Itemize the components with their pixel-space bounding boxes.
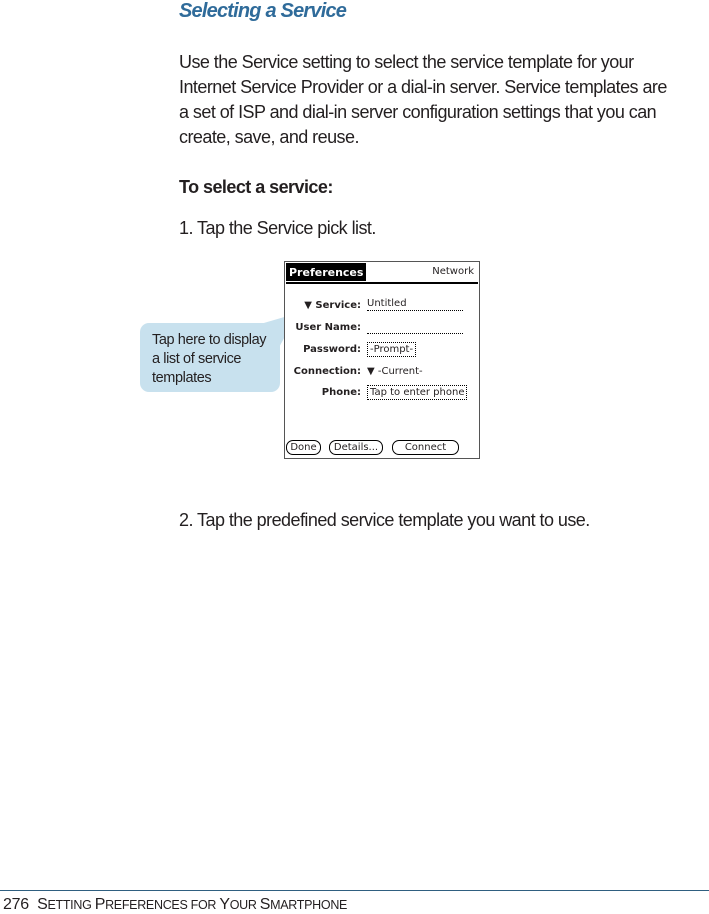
done-button[interactable]: Done bbox=[286, 440, 321, 455]
username-label: User Name: bbox=[295, 322, 361, 333]
intro-line: create, save, and reuse. bbox=[179, 127, 359, 147]
dropdown-arrow-icon: ▼ bbox=[304, 300, 316, 311]
app-title: Preferences bbox=[286, 263, 366, 281]
intro-line: a set of ISP and dial-in server configuration settings that you can bbox=[179, 102, 657, 122]
panel-name[interactable]: Network bbox=[432, 266, 474, 277]
callout-text: Tap here to display a list of service templates bbox=[152, 332, 267, 386]
step-1: 1. Tap the Service pick list. bbox=[179, 218, 376, 238]
connect-button[interactable]: Connect bbox=[392, 440, 459, 455]
connection-label: Connection: bbox=[293, 366, 361, 377]
connection-picker[interactable]: ▼ -Current- bbox=[367, 366, 423, 377]
page-number: 276 bbox=[3, 896, 29, 913]
service-value[interactable]: Untitled bbox=[367, 298, 463, 311]
details-button[interactable]: Details... bbox=[329, 440, 383, 455]
device-screenshot bbox=[284, 261, 480, 459]
dropdown-arrow-icon: ▼ bbox=[367, 366, 378, 377]
username-field[interactable] bbox=[367, 321, 463, 334]
section-heading: Selecting a Service bbox=[179, 0, 347, 22]
phone-label: Phone: bbox=[321, 387, 361, 398]
chapter-title: SETTING PREFERENCES FOR YOUR SMARTPHONE bbox=[37, 896, 348, 913]
intro-line: Internet Service Provider or a dial-in server. Service templates are bbox=[179, 77, 667, 97]
intro-line: Use the Service setting to select the service template for your bbox=[179, 52, 634, 72]
procedure-heading: To select a service: bbox=[179, 177, 333, 197]
password-field[interactable]: -Prompt- bbox=[367, 342, 416, 357]
service-label[interactable]: ▼ Service: bbox=[304, 300, 361, 311]
phone-field[interactable]: Tap to enter phone bbox=[367, 385, 467, 400]
title-bar bbox=[286, 263, 478, 284]
step-2: 2. Tap the predefined service template you want to use. bbox=[179, 510, 590, 530]
password-label: Password: bbox=[303, 344, 361, 355]
page-footer bbox=[3, 896, 347, 914]
footer-rule bbox=[0, 890, 709, 891]
